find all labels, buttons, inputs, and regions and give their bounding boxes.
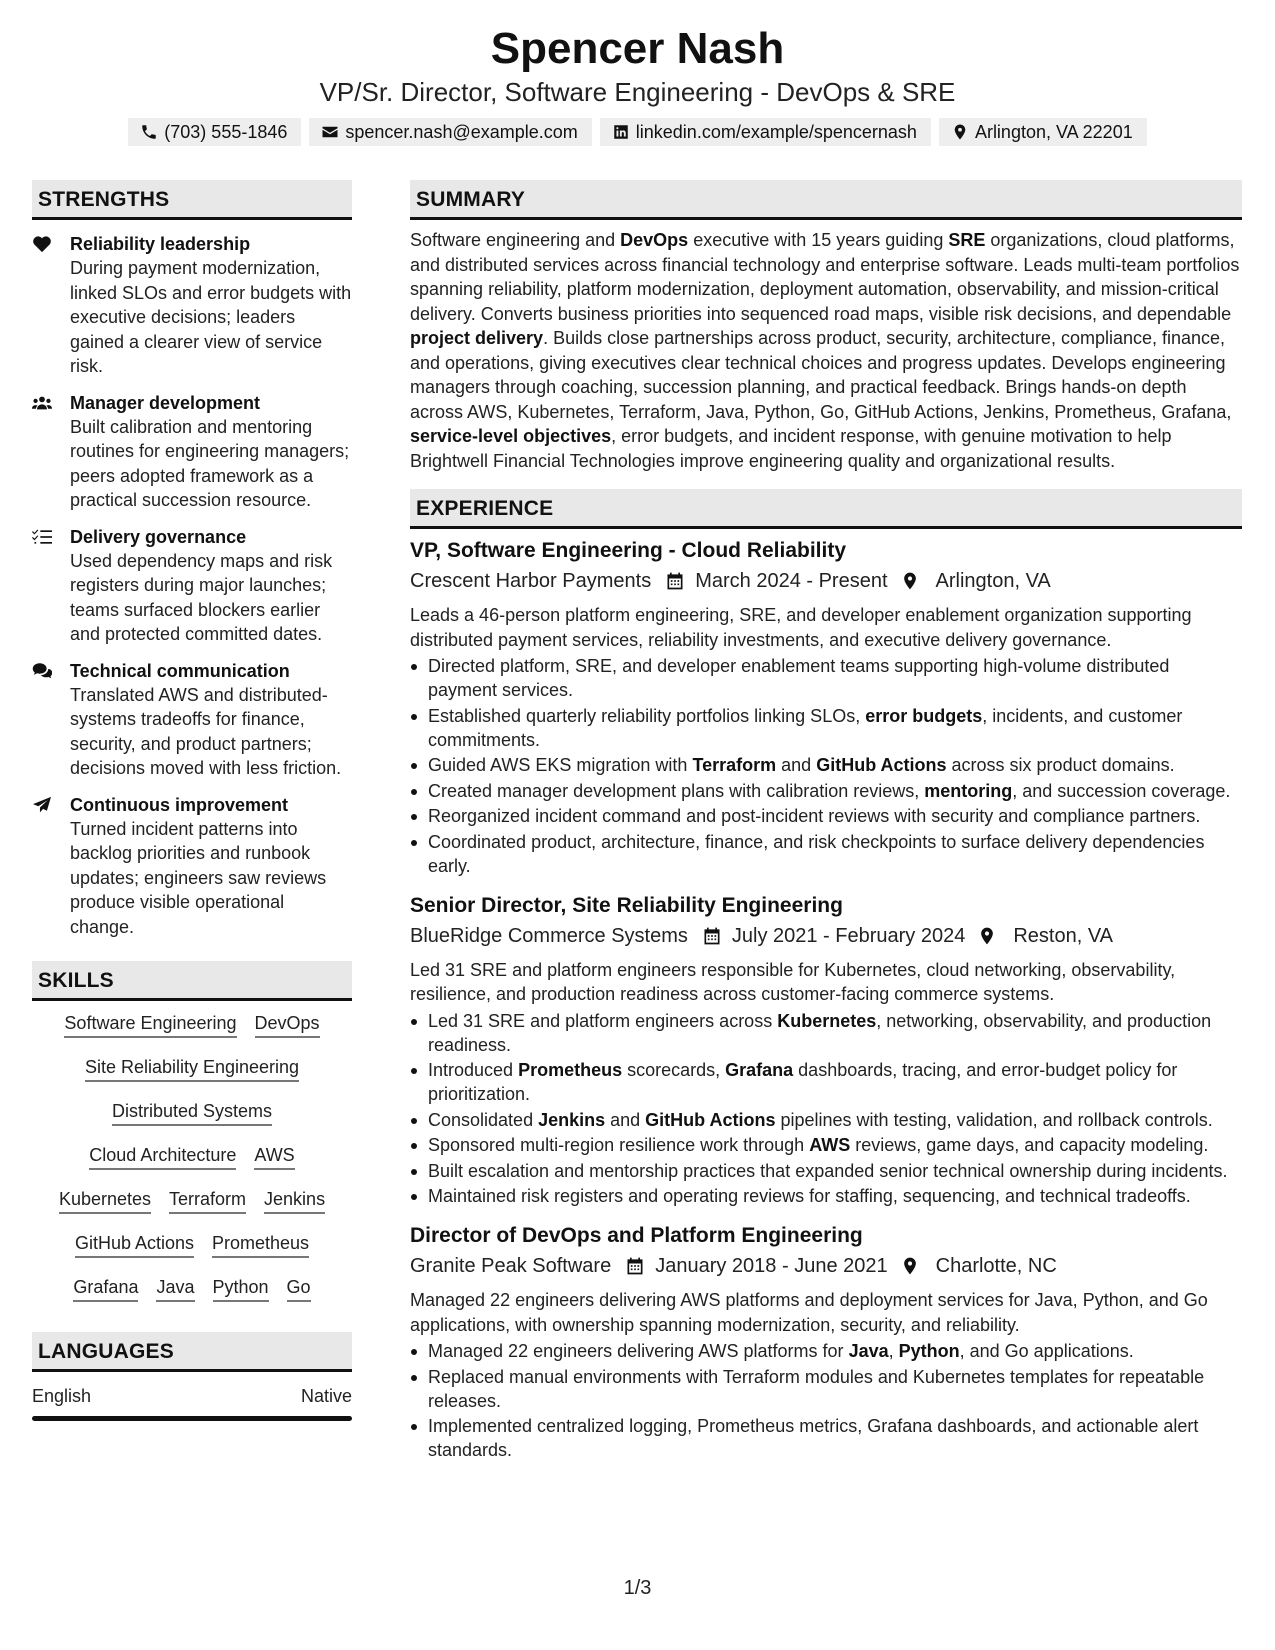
text-segment: Reorganized incident command and post-incident reviews with security and compliance partners. [428, 806, 1201, 826]
skill-row [38, 1143, 346, 1170]
text-segment: Coordinated product, architecture, finance, and risk checkpoints to surface delivery dependencies early. [428, 831, 1205, 876]
map-pin-icon [900, 1256, 920, 1276]
bold-keyword: Jenkins [538, 1109, 606, 1130]
strength-description: During payment modernization, linked SLOs and error budgets with executive decisions; leaders gained a clearer view of service risk. [70, 258, 352, 376]
strength-description: Built calibration and mentoring routines for engineering managers; peers adopted framework as a practical succession resource. [70, 416, 350, 510]
bold-keyword: Kubernetes [777, 1010, 877, 1031]
bold-keyword: GitHub Actions [645, 1109, 776, 1130]
text-segment: , networking, observability, and production readiness. [428, 1010, 1212, 1055]
text-segment: . Builds close partnerships across product, security, architecture, compliance, finance, and operations, giving executives clear technical choices and progress updates. Develops engineering managers through coaching, succession planning, and practical feedback. Brings hands-on depth across AWS, Kubernetes, Terraform, Java, Python, Go, GitHub Actions, Jenkins, Prometheus, Grafana, [410, 328, 1232, 422]
text-segment: Established quarterly reliability portfolios linking SLOs, [428, 705, 866, 726]
language-name: English [32, 1386, 92, 1406]
resume-header [0, 22, 1275, 146]
skill-row [38, 1275, 346, 1302]
text-segment: Directed platform, SRE, and developer enablement teams supporting high-volume distributed payment services. [428, 656, 1170, 700]
strength-item [32, 793, 352, 940]
job-summary: Managed 22 engineers delivering AWS platforms and deployment services for Java, Python, and Go applications, with ownership spanning modernization, security, and reliability. [410, 1290, 1208, 1335]
job-title: Director of DevOps and Platform Engineering [410, 1224, 863, 1247]
list-item [410, 1365, 1242, 1413]
linkedin-icon [612, 123, 630, 141]
job-dates: July 2021 - February 2024 [731, 924, 966, 947]
list-check-icon [32, 525, 70, 647]
strength-description: Used dependency maps and risk registers during major launches; teams surfaced blockers earlier and protected committed dates. [70, 550, 333, 644]
contact-location [939, 118, 1147, 146]
job-company: Granite Peak Software [410, 1255, 612, 1277]
strength-description: Translated AWS and distributed-systems tradeoffs for finance, security, and product partners; decisions moved with less friction. [70, 684, 342, 778]
left-column [32, 180, 352, 1421]
job-title: Senior Director, Site Reliability Engineering [410, 893, 843, 917]
text-segment: executive with 15 years guiding [688, 230, 949, 250]
experience-heading: EXPERIENCE [410, 489, 1242, 529]
text-segment: scorecards, [622, 1060, 726, 1080]
strength-title: Delivery governance [70, 526, 247, 547]
list-item [410, 1339, 1242, 1363]
text-segment: , [888, 1341, 899, 1361]
strength-body [70, 659, 352, 781]
strength-item [32, 232, 352, 379]
bold-keyword: Prometheus [518, 1060, 623, 1080]
skill-tag: Go [287, 1275, 311, 1302]
calendar-icon [702, 926, 722, 946]
text-segment: Sponsored multi-region resilience work through [428, 1135, 810, 1155]
candidate-headline: VP/Sr. Director, Software Engineering - DevOps & SRE [319, 77, 956, 107]
text-segment: Led 31 SRE and platform engineers across [428, 1010, 778, 1031]
text-segment: , and succession coverage. [1012, 780, 1231, 801]
bold-keyword: mentoring [924, 780, 1013, 801]
text-segment: Built escalation and mentorship practices that expanded senior technical ownership during incidents. [428, 1160, 1228, 1181]
text-segment: Maintained risk registers and operating reviews for staffing, sequencing, and technical tradeoffs. [428, 1186, 1191, 1206]
skill-tag: GitHub Actions [75, 1231, 194, 1258]
text-segment: Guided AWS EKS migration with [428, 755, 693, 775]
calendar-icon [625, 1256, 645, 1276]
skill-tag: Kubernetes [59, 1187, 151, 1214]
list-item [410, 1009, 1242, 1057]
phone-text: (703) 555-1846 [164, 122, 288, 142]
page-number: 1/3 [623, 1577, 652, 1599]
bold-keyword: Grafana [725, 1060, 794, 1080]
strength-item [32, 659, 352, 781]
bold-keyword: Java [848, 1341, 889, 1361]
users-icon [32, 391, 70, 513]
strength-title: Manager development [70, 392, 261, 413]
contact-bar [0, 118, 1275, 146]
skill-tag: Java [156, 1275, 194, 1302]
list-item [410, 1159, 1242, 1183]
skill-row [38, 1099, 346, 1126]
job-bullets [410, 1339, 1242, 1462]
skill-tag: Cloud Architecture [89, 1143, 236, 1170]
skills-list [32, 1011, 352, 1302]
bold-keyword: DevOps [620, 230, 689, 250]
job-company: BlueRidge Commerce Systems [410, 924, 688, 947]
skill-tag: DevOps [255, 1011, 320, 1038]
candidate-name: Spencer Nash [490, 24, 785, 73]
list-item [410, 830, 1242, 878]
skill-tag: AWS [254, 1143, 294, 1170]
comments-icon [32, 659, 70, 781]
job-summary: Leads a 46-person platform engineering, SRE, and developer enablement organization supporting distributed payment services, reliability investments, and executive delivery governance. [410, 605, 1192, 650]
contact-linkedin[interactable] [600, 118, 931, 146]
contact-phone[interactable] [128, 118, 301, 146]
languages-list [32, 1384, 352, 1421]
strength-title: Reliability leadership [70, 234, 251, 254]
right-column [410, 180, 1242, 1464]
text-segment: and [605, 1109, 646, 1130]
list-item [410, 1058, 1242, 1106]
text-segment: reviews, game days, and capacity modeling. [850, 1135, 1209, 1155]
skill-row [38, 1187, 346, 1214]
job-meta [410, 567, 1242, 595]
text-segment: , error budgets, and incident response, with genuine motivation to help Brightwell Financial Technologies improve engineering quality and organizational results. [410, 426, 1172, 471]
job-dates: January 2018 - June 2021 [655, 1255, 888, 1277]
skill-tag: Distributed Systems [112, 1099, 272, 1126]
job-summary: Led 31 SRE and platform engineers responsible for Kubernetes, cloud networking, observability, resilience, and production readiness across customer-facing commerce systems. [410, 959, 1176, 1004]
map-pin-icon [900, 571, 920, 591]
paper-plane-icon [32, 793, 70, 940]
bold-keyword: project delivery [410, 328, 544, 348]
strength-body [70, 525, 352, 647]
skill-tag: Terraform [169, 1187, 246, 1214]
text-segment: Software engineering and [410, 230, 621, 250]
text-segment: , incidents, and customer commitments. [428, 705, 1183, 750]
skill-tag: Grafana [73, 1275, 138, 1302]
text-segment: Introduced [428, 1060, 519, 1080]
job-company: Crescent Harbor Payments [410, 570, 652, 592]
languages-heading: LANGUAGES [32, 1332, 352, 1372]
job-dates: March 2024 - Present [695, 570, 888, 592]
skill-tag: Jenkins [264, 1187, 325, 1214]
skill-row [38, 1231, 346, 1258]
text-segment: Created manager development plans with calibration reviews, [428, 780, 925, 801]
list-item [410, 1184, 1242, 1208]
map-pin-icon [977, 926, 997, 946]
list-item [410, 1108, 1242, 1132]
strength-title: Technical communication [70, 660, 290, 681]
list-item [410, 1414, 1242, 1462]
list-item [410, 804, 1242, 828]
job-location: Reston, VA [1013, 924, 1114, 947]
text-segment: , and Go applications. [959, 1341, 1134, 1361]
text-segment: Replaced manual environments with Terraform modules and Kubernetes templates for repeatable releases. [428, 1366, 1205, 1411]
language-level: Native [300, 1386, 352, 1406]
strengths-heading: STRENGTHS [32, 180, 352, 220]
list-item [410, 654, 1242, 702]
job-bullets [410, 1009, 1242, 1209]
skill-row [38, 1055, 346, 1082]
bold-keyword: Python [898, 1341, 960, 1361]
envelope-icon [321, 123, 339, 141]
experience-list [410, 537, 1242, 1462]
language-level-bar [32, 1416, 352, 1421]
location-text: Arlington, VA 22201 [974, 122, 1133, 142]
job-bullets [410, 654, 1242, 878]
bold-keyword: SRE [948, 230, 986, 250]
job-location: Charlotte, NC [935, 1255, 1057, 1277]
job-meta [410, 922, 1242, 950]
skill-tag: Python [213, 1275, 269, 1302]
skills-heading: SKILLS [32, 961, 352, 1001]
bold-keyword: Terraform [692, 755, 777, 775]
phone-icon [140, 123, 158, 141]
strength-body [70, 793, 352, 940]
language-row [32, 1384, 352, 1408]
skill-tag: Site Reliability Engineering [85, 1055, 299, 1082]
strength-item [32, 525, 352, 647]
summary-text [410, 228, 1242, 473]
text-segment: organizations, cloud platforms, and distributed services across financial technology and enterprise software. Leads multi-team portfolios spanning reliability, platform modernization, deployment automation, observability, and mission-critical delivery. Converts business priorities into sequenced road maps, visible risk decisions, and dependable [410, 230, 1240, 324]
strength-title: Continuous improvement [70, 794, 289, 815]
skill-row [38, 1011, 346, 1038]
text-segment: dashboards, tracing, and error-budget policy for prioritization. [428, 1060, 1178, 1104]
map-pin-icon [951, 123, 969, 141]
skill-tag: Software Engineering [64, 1011, 236, 1038]
calendar-icon [665, 571, 685, 591]
heart-icon [32, 232, 70, 379]
list-item [410, 1133, 1242, 1157]
text-segment: Managed 22 engineers delivering AWS platforms for [428, 1341, 849, 1361]
text-segment: Consolidated [428, 1109, 539, 1130]
contact-email[interactable] [309, 118, 591, 146]
job-location: Arlington, VA [935, 570, 1051, 592]
text-segment: pipelines with testing, validation, and rollback controls. [775, 1109, 1213, 1130]
strength-item [32, 391, 352, 513]
list-item [410, 779, 1242, 803]
bold-keyword: service-level objectives [410, 426, 612, 446]
list-item [410, 753, 1242, 777]
strengths-list [32, 232, 352, 939]
email-text: spencer.nash@example.com [345, 122, 578, 142]
bold-keyword: GitHub Actions [816, 755, 947, 775]
strength-body [70, 391, 352, 513]
job-title: VP, Software Engineering - Cloud Reliability [410, 539, 847, 562]
skill-tag: Prometheus [212, 1231, 309, 1258]
bold-keyword: AWS [809, 1135, 851, 1155]
summary-heading: SUMMARY [410, 180, 1242, 220]
list-item [410, 704, 1242, 752]
bold-keyword: error budgets [865, 705, 983, 726]
strength-body [70, 232, 352, 379]
strength-description: Turned incident patterns into backlog priorities and runbook updates; engineers saw reviews produce visible operational change. [70, 818, 327, 937]
text-segment: across six product domains. [946, 755, 1175, 775]
job-meta [410, 1252, 1242, 1280]
text-segment: Implemented centralized logging, Prometheus metrics, Grafana dashboards, and actionable alert standards. [428, 1416, 1199, 1460]
linkedin-text: linkedin.com/example/spencernash [635, 122, 917, 142]
text-segment: and [776, 755, 817, 775]
